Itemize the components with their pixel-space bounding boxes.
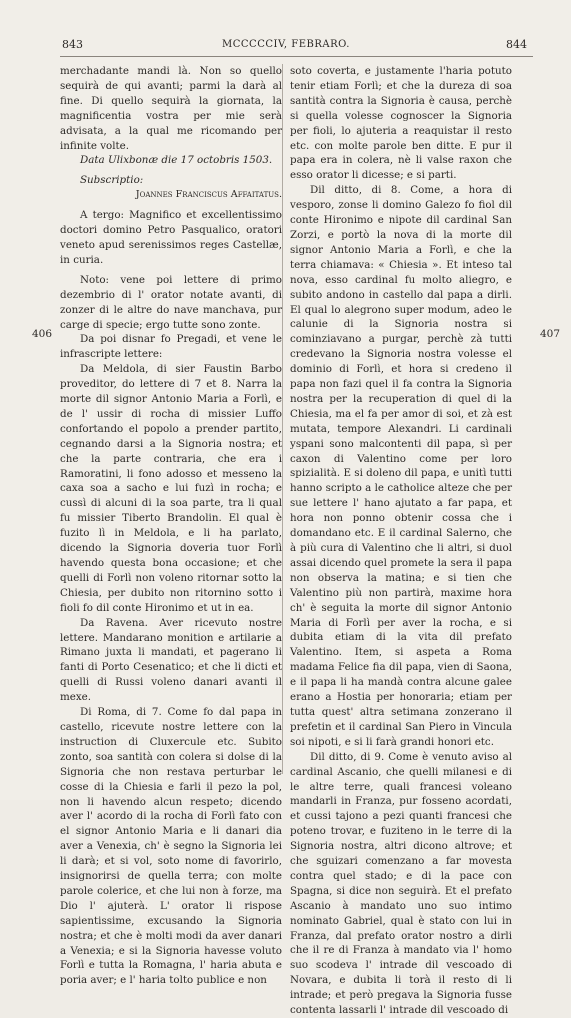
paragraph: Dil ditto, di 9. Come è venuto aviso al cardinal Ascanio, che quelli milanesi e di le altre terre, quali francesi voleano mandarli in Franza, pur fosseno acordati, et cussi tajono a pezi quanti francesi che poteno trovar, e fuziteno in le terre di la Signoria nostra, altri dicono altrove; et che sguizari comenzano a far movesta contra quel stado; e di la pace con Spagna, si dice non seguirà. Et el prefato Ascanio à mandato uno suo intimo nominato Gabriel, qual è stato con lui in Franza, dal prefato orator nostro a dirli che il re di Franza à mandato via l' homo suo scodeva l' intrade dil vescoado di Novara, e dubita li torà il resto di li intrade; et però pregava la Signoria fusse contenta lassarli l' intrade dil vescoado di — [290, 750, 512, 1017]
paragraph: Da Meldola, di sier Faustin Barbo proveditor, do lettere di 7 et 8. Narra la morte dil signor Antonio Maria a Forlì, e de l' ussir di rocha di missier Luffo confortando el popolo a prender partito, cegnando darsi a la Signoria nostra; et che la parte contraria, che era i Ramoratini, li fono adosso et messeno la caxa soa a sacho e lui fuzì in rocha; e cussì di alcuni di la soa parte, tra li qual fu missier Tiberto Brandolin. El qual è fuzito lì in Meldola, e li ha parlato, dicendo la Signoria doveria tuor Forlì havendo questa bona occasione; et che quelli di Forlì non voleno ritornar sotto la Chiesia, per dubito non ritornino sotto i fioli fo dil conte Hironimo et ut in ea. — [60, 363, 282, 614]
subscriptio-label: Subscriptio: — [80, 174, 144, 187]
column-divider — [282, 64, 283, 774]
right-column — [290, 64, 512, 1018]
left-margin-number: 406 — [32, 328, 53, 340]
header-rule — [60, 56, 533, 57]
paragraph: Da poi disnar fo Pregadi, et vene le infrascripte lettere: — [60, 333, 282, 361]
running-title: MCCCCCIV, FEBRARO. — [222, 39, 350, 50]
paragraph: Di Roma, di 7. Come fo dal papa in castello, ricevute nostre lettere con la instruction di Cluxercule etc. Subito zonto, soa santità con colera si dolse di la Signoria che non restava perturbar le cosse di la Chiesia e farli il pezo la pol, non li havendo alcun respeto; dicendo aver l' acordo di la rocha di Forlì fato con el signor Antonio Maria e li danari dia aver a Venexia, ch' è segno la Signoria lei li darà; et si vol, soto nome di favorirlo, insignorirsi de quella terra; con molte parole colerice, et che lui non à forze, ma Dio l' ajuterà. L' orator li rispose sapientissime, excusando la Signoria nostra; et che è molti modi da aver danari a Venexia; e si la Signoria havesse voluto Forlì e tutta la Romagna, l' haria abuta e poria aver; e l' haria tolto publice e non — [60, 706, 282, 987]
paragraph: merchadante mandi là. Non so quello sequirà de qui avanti; parmi la darà al fine. Di quello sequirà la giornata, la magnificentia vostra per mie serà advisata, a la qual me ricomando per infinite volte. — [60, 65, 282, 152]
right-page-number: 844 — [506, 38, 527, 51]
date-line: Data Ulixbonæ die 17 octobris 1503. — [80, 154, 273, 167]
left-column — [60, 64, 282, 988]
paragraph: Noto: vene poi lettere di primo dezembrio di l' orator notate avanti, di zonzer di le altre do nave manchava, pur carge di specie; ergo tutte sono zonte. — [60, 273, 282, 331]
signature-name: Joannes Franciscus Affaitatus. — [135, 189, 282, 201]
paragraph: soto coverta, e justamente l'haria potuto tenir etiam Forlì; et che la dureza di soa santità contra la Signoria è causa, perchè si quella volesse cognoscer la Signoria per fioli, lo ajuteria a reaquistar il resto etc. con molte parole ben ditte. E pur il papa era in colera, nè li valse raxon che esso orator li dicesse; e si parti. — [290, 65, 512, 182]
running-header — [0, 38, 571, 54]
right-margin-number: 407 — [540, 328, 561, 340]
left-page-number: 843 — [62, 38, 83, 51]
paragraph: A tergo: Magnifico et excellentissimo doctori domino Petro Pasqualico, oratori veneto apud serenissimos reges Castellæ, in curia. — [60, 209, 282, 266]
paragraph: Da Ravena. Aver ricevuto nostre lettere. Mandarano monition e artilarie a Rimano juxta li mandati, et pagerano li fanti di Porto Cesenatico; et che li dicti et quelli di Russi voleno danari avanti il mexe. — [60, 616, 282, 704]
paragraph: Dil ditto, di 8. Come, a hora di vesporo, zonse li domino Galezo fo fiol dil conte Hironimo e nipote dil cardinal San Zorzi, e portò la nova di la morte dil signor Antonio Maria a Forlì, e che la terra chiamava: « Chiesia ». Et inteso tal nova, esso cardinal fu molto aliegro, e subito andono in castello dal papa a dirli. El qual lo alegrono super modum, adeo le calunie di la Signoria nostra si cominziavano a purgar, perchè zà tutti credevano la Signoria nostra volesse el dominio di Forlì, et hora si credeno il papa non fazi quel il fa contra la Signoria nostra per la recuperation di quel di la Chiesia, ma el fa per amor di soi, et zà est mutata, tempore Alexandri. Li cardinali yspani sono malcontenti dil papa, sì per caxon di Valentino come per loro spizialità. E si doleno dil papa, e unitì tutti hanno scripto a le catholice alteze che per sue lettere l' hano ajutato a far papa, et hora non ponno obtenir cossa che i domandano etc. E il cardinal Salerno, che à più cura di Valentino che li altri, si duol assai dicendo quel promete la sera il papa non observa la matina; e si tien che Valentino più non partirà, maxime hora ch' è seguita la morte dil signor Antonio Maria di Forlì per aver la rocha, e si dubita etiam di la vita dil prefato Valentino. Item, si aspeta a Roma madama Felice fia dil papa, vien di Saona, e il papa li ha mandà contra alcune galee erano a Hostia per honoraria; etiam per tutta quest' altra setimana zonzerano il prefetin et il cardinal San Piero in Vincula soi nipoti, e si li farà grandi honori etc. — [290, 184, 512, 748]
